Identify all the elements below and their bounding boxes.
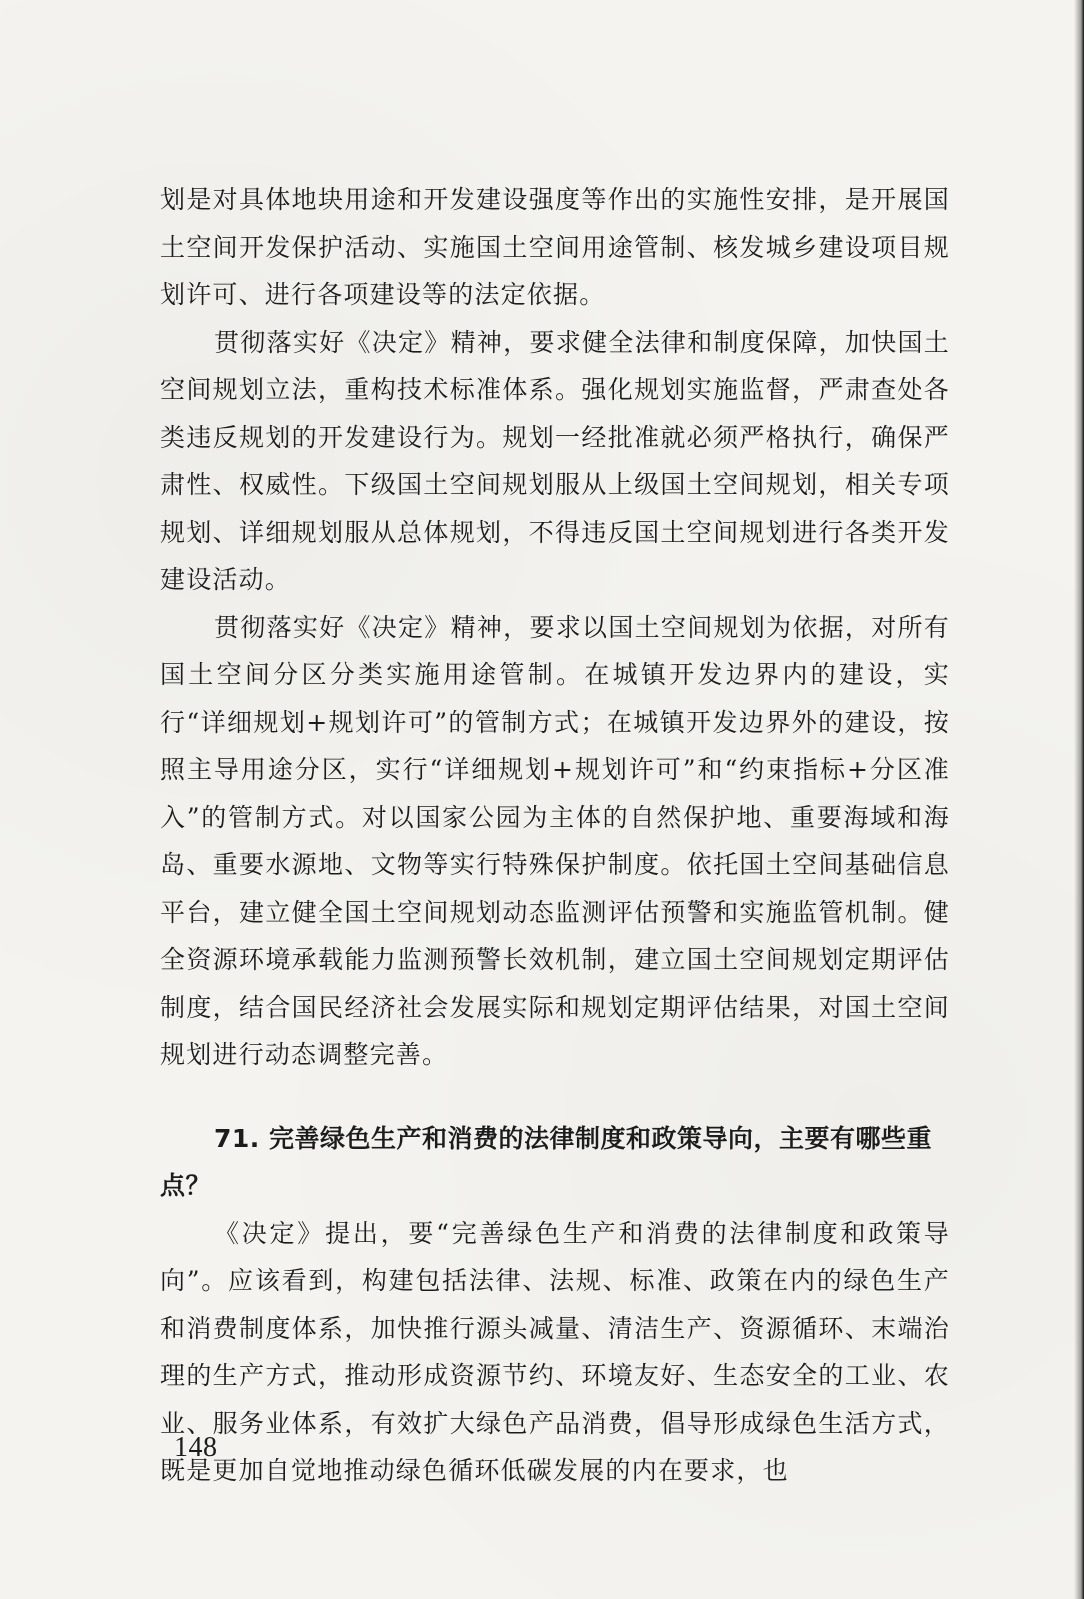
section-heading: 71. 完善绿色生产和消费的法律制度和政策导向，主要有哪些重点？ <box>160 1123 932 1200</box>
paragraph-continued: 划是对具体地块用途和开发建设强度等作出的实施性安排，是开展国土空间开发保护活动、实施国土空间用途管制、核发城乡建设项目规划许可、进行各项建设等的法定依据。 <box>160 185 950 309</box>
page-edge-shadow <box>1074 0 1084 1599</box>
paragraph-legal-guarantee: 贯彻落实好《决定》精神，要求健全法律和制度保障，加快国土空间规划立法，重构技术标准体系。强化规划实施监督，严肃查处各类违反规划的开发建设行为。规划一经批准就必须严格执行，确保严肃性、权威性。下级国土空间规划服从上级国土空间规划，相关专项规划、详细规划服从总体规划，不得违反国土空间规划进行各类开发建设活动。 <box>160 327 950 594</box>
paragraph-use-control: 贯彻落实好《决定》精神，要求以国土空间规划为依据，对所有国土空间分区分类实施用途管制。在城镇开发边界内的建设，实行“详细规划+规划许可”的管制方式；在城镇开发边界外的建设，按照主导用途分区，实行“详细规划+规划许可”和“约束指标+分区准入”的管制方式。对以国家公园为主体的自然保护地、重要海域和海岛、重要水源地、文物等实行特殊保护制度。依托国土空间基础信息平台，建立健全国土空间规划动态监测评估预警和实施监管机制。健全资源环境承载能力监测预警长效机制，建立国土空间规划定期评估制度，结合国民经济社会发展实际和规划定期评估结果，对国土空间规划进行动态调整完善。 <box>160 612 950 1069</box>
page-number: 148 <box>174 1432 218 1463</box>
section-paragraph: 《决定》提出，要“完善绿色生产和消费的法律制度和政策导向”。应该看到，构建包括法律、法规、标准、政策在内的绿色生产和消费制度体系，加快推行源头减量、清洁生产、资源循环、末端治理的生产方式，推动形成资源节约、环境友好、生态安全的工业、农业、服务业体系，有效扩大绿色产品消费，倡导形成绿色生活方式，既是更加自觉地推动绿色循环低碳发展的内在要求，也 <box>160 1218 950 1485</box>
page-body <box>160 176 950 1495</box>
